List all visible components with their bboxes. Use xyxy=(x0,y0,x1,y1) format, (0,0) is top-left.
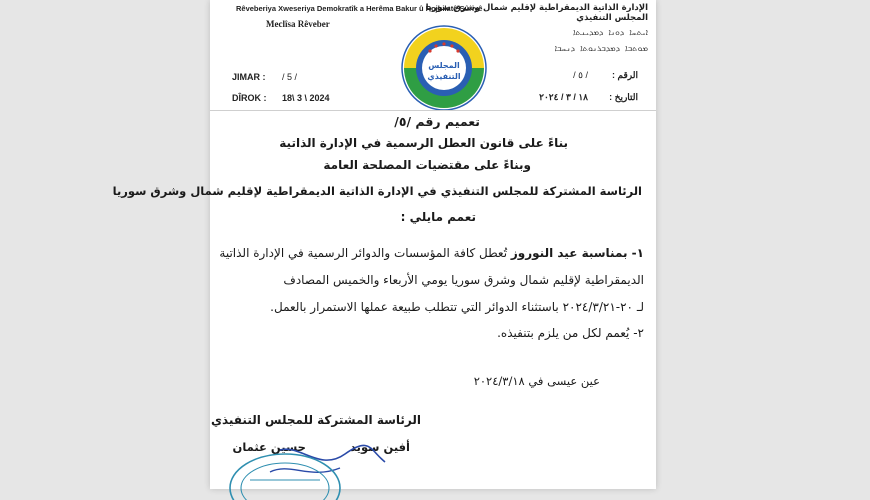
item-2-line: ٢- يُعمم لكل من يلزم بتنفيذه. xyxy=(497,326,644,340)
header-arabic-council: المجلس التنفيذي xyxy=(576,13,648,23)
announces-line: تعمم مايلي : xyxy=(400,210,476,224)
council-logo xyxy=(400,24,488,112)
basis-line-2: وبناءً على مقتضيات المصلحة العامة xyxy=(323,158,531,172)
header-divider xyxy=(210,110,656,111)
signatory-names: أفين سويد حسين عثمان xyxy=(232,440,410,454)
logo-text-bottom: التنفيذي xyxy=(427,72,461,81)
item-1-text: تُعطل كافة المؤسسات والدوائر الرسمية في الإدارة الذاتية xyxy=(219,246,511,260)
tarikh-value: ١٨ / ٣ / ٢٠٢٤ xyxy=(539,92,588,102)
item-1-heading: ١- بمناسبة عيد النوروز xyxy=(510,246,644,260)
document-page xyxy=(112,0,656,489)
circular-title: تعميم رقم /٥/ xyxy=(394,114,480,129)
item-1-line-3: لـ ٢٠-٢٠٢٤/٣/٢١ باستثناء الدوائر التي تتطلب طبيعة عملها الاستمرار بالعمل. xyxy=(270,300,644,314)
raqm-label: الرقم : xyxy=(612,70,638,80)
basis-line-1: بناءً على قانون العطل الرسمية في الإدارة الذاتية xyxy=(279,136,568,150)
tarikh-label: التاريخ : xyxy=(609,92,638,102)
header-kurdish-administration: Rêveberiya Xweseriya Demokratîk a Herêma Bakur û Rojhilatê Sûriyê xyxy=(236,4,483,13)
place-date: عين عيسى في ٢٠٢٤/٣/١٨ xyxy=(473,374,600,388)
item-1-line-1 xyxy=(219,246,644,260)
presidency-line: الرئاسة المشتركة للمجلس التنفيذي في الإدارة الذاتية الديمقراطية لإقليم شمال وشرق سوريا xyxy=(112,184,642,198)
raqm-value: / ٥ / xyxy=(573,70,588,80)
header-kurdish-council: Meclîsa Rêveber xyxy=(266,19,330,29)
item-1-line-2: الديمقراطية لإقليم شمال وشرق سوريا يومي الأربعاء والخميس المصادف xyxy=(283,273,644,287)
dirok-label: DÎROK : xyxy=(232,93,267,103)
logo-text-top: المجلس xyxy=(428,61,460,70)
dirok-value: 18\ 3 \ 2024 xyxy=(282,93,330,103)
official-stamp xyxy=(210,440,340,500)
header-syriac-administration: ܐܝܬܚܐ ܕܘܢܐ ܕܡܕܝܢܬܐ xyxy=(572,28,648,38)
jimar-value: / 5 / xyxy=(282,72,298,82)
header-syriac-council: ܡܘܬܒܐ ܕܡܕܒܪܢܘܬܐ ܕܢܚܒܐ xyxy=(554,44,648,54)
jimar-label: JIMAR : xyxy=(232,72,266,82)
header-arabic-administration: الإدارة الذاتية الديمقراطية لإقليم شمال وشرق سوريا xyxy=(425,3,648,13)
signatory-title: الرئاسة المشتركة للمجلس التنفيذي xyxy=(210,413,421,427)
